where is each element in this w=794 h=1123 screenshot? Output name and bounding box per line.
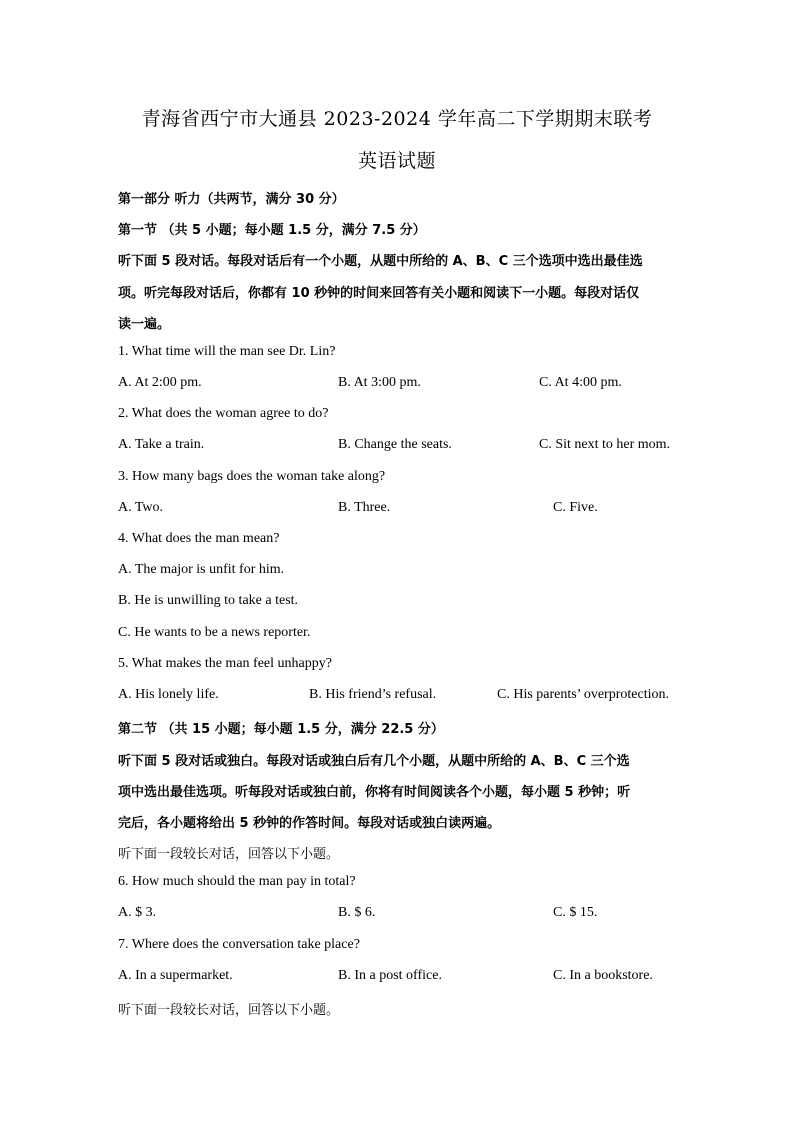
- option-b: B. In a post office.: [338, 968, 442, 983]
- option-b: B. His friend’s refusal.: [309, 687, 437, 702]
- option-b: B. $ 6.: [338, 905, 376, 920]
- option-b: B. Three.: [338, 500, 391, 515]
- section2-instruction-line: 完后，各小题将给出 5 秒钟的作答时间。每段对话或独白读两遍。: [118, 816, 501, 831]
- option-b: B. At 3:00 pm.: [338, 375, 421, 390]
- option-c: C. Sit next to her mom.: [539, 437, 671, 452]
- option-b: B. He is unwilling to take a test.: [118, 593, 299, 608]
- section1-instruction-line: 项。听完每段对话后，你都有 10 秒钟的时间来回答有关小题和阅读下一小题。每段对话仅: [118, 286, 640, 301]
- option-c: C. His parents’ overprotection.: [497, 687, 669, 702]
- option-b: B. Change the seats.: [338, 437, 452, 452]
- dialogue-prompt: 听下面一段较长对话，回答以下小题。: [118, 1003, 340, 1018]
- option-a: A. At 2:00 pm.: [118, 375, 202, 390]
- question-5: 5. What makes the man feel unhappy?: [118, 656, 332, 671]
- section2-instruction-line: 听下面 5 段对话或独白。每段对话或独白后有几个小题，从题中所给的 A、B、C 三个选: [118, 754, 630, 769]
- section1-instruction-line: 读一遍。: [118, 317, 171, 332]
- exam-subtitle: 英语试题: [357, 150, 436, 172]
- question-3: 3. How many bags does the woman take along?: [118, 469, 386, 484]
- question-2: 2. What does the woman agree to do?: [118, 406, 329, 421]
- question-7: 7. Where does the conversation take place?: [118, 937, 360, 952]
- option-c: C. $ 15.: [553, 905, 598, 920]
- option-c: C. At 4:00 pm.: [539, 375, 622, 390]
- section1-instruction-line: 听下面 5 段对话。每段对话后有一个小题，从题中所给的 A、B、C 三个选项中选出最佳选: [118, 254, 643, 269]
- option-a: A. $ 3.: [118, 905, 157, 920]
- section2-heading: 第二节 （共 15 小题；每小题 1.5 分，满分 22.5 分）: [118, 722, 444, 737]
- option-a: A. The major is unfit for him.: [118, 562, 285, 577]
- section2-instruction-line: 项中选出最佳选项。听每段对话或独白前，你将有时间阅读各个小题，每小题 5 秒钟；听: [118, 785, 631, 800]
- option-c: C. Five.: [553, 500, 598, 515]
- option-a: A. His lonely life.: [118, 687, 219, 702]
- question-1: 1. What time will the man see Dr. Lin?: [118, 344, 336, 359]
- option-c: C. In a bookstore.: [553, 968, 653, 983]
- question-4: 4. What does the man mean?: [118, 531, 280, 546]
- option-a: A. In a supermarket.: [118, 968, 233, 983]
- option-c: C. He wants to be a news reporter.: [118, 625, 311, 640]
- section1-heading: 第一节 （共 5 小题；每小题 1.5 分，满分 7.5 分）: [118, 223, 426, 238]
- option-a: A. Two.: [118, 500, 164, 515]
- part1-heading: 第一部分 听力（共两节，满分 30 分）: [118, 192, 345, 207]
- dialogue-prompt: 听下面一段较长对话，回答以下小题。: [118, 847, 340, 862]
- option-a: A. Take a train.: [118, 437, 205, 452]
- exam-title: 青海省西宁市大通县 2023-2024 学年高二下学期期末联考: [141, 108, 653, 130]
- question-6: 6. How much should the man pay in total?: [118, 874, 356, 889]
